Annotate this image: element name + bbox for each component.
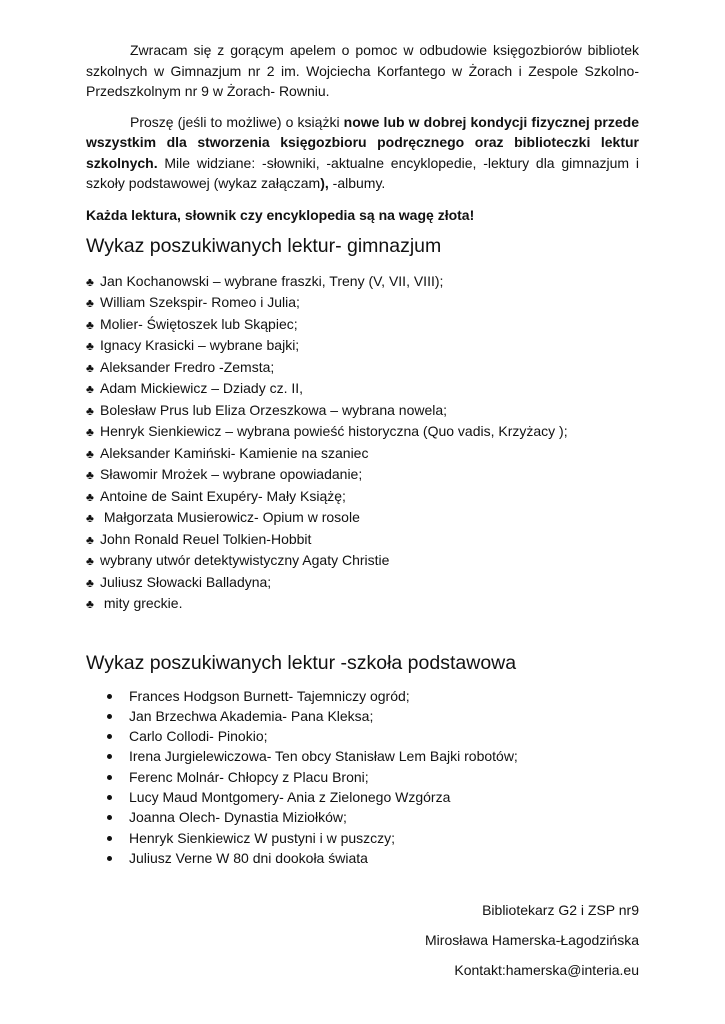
club-suit-icon: ♣ (86, 317, 94, 332)
request-text-end: -albumy. (328, 175, 386, 191)
list-item (86, 550, 639, 572)
bullet-icon (107, 856, 112, 861)
bullet-icon (107, 754, 112, 759)
list-item-text: Adam Mickiewicz – Dziady cz. II, (100, 380, 304, 396)
appeal-paragraph: Zwracam się z gorącym apelem o pomoc w odbudowie księgozbiorów bibliotek szkolnych w Gimnazjum nr 2 im. Wojciecha Korfantego w Żorach i Zespole Szkolno- Przedszkolnym nr 9 w Żorach- Rowniu. (86, 42, 639, 99)
list-item (86, 746, 639, 766)
club-suit-icon: ♣ (86, 360, 94, 375)
list-item (86, 767, 639, 787)
list-item (86, 357, 639, 379)
list-item (86, 848, 639, 868)
list-item-text: Carlo Collodi- Pinokio; (129, 728, 268, 745)
bullet-icon (107, 815, 112, 820)
bullet-icon (107, 694, 112, 699)
list-item-text: Lucy Maud Montgomery- Ania z Zielonego Wzgórza (129, 788, 451, 805)
list-item (86, 593, 639, 615)
list-item (86, 378, 639, 400)
request-paragraph (86, 112, 639, 194)
list-item (86, 314, 639, 336)
list-item-text: Aleksander Kamiński- Kamienie na szaniec (100, 444, 369, 461)
list-item (86, 271, 639, 293)
list-item (86, 421, 639, 443)
bullet-icon (107, 836, 112, 841)
list-item (86, 443, 639, 465)
list-item-text: William Szekspir- Romeo i Julia; (100, 294, 300, 310)
club-suit-icon: ♣ (86, 274, 94, 289)
list-item-text: mity greckie. (100, 595, 183, 611)
list-item (86, 464, 639, 486)
club-suit-icon: ♣ (86, 339, 94, 353)
request-text-bold: nowe lub w dobrej kondycji fizycznej przede wszystkim dla stworzenia księgozbioru podręcznego oraz biblioteczki lektur szkolnych. (86, 113, 639, 171)
document-body (86, 40, 639, 868)
request-text-start: Proszę (jeśli to możliwe) o książki (130, 113, 344, 130)
list-item (86, 706, 639, 726)
list-item-text: wybrany utwór detektywistyczny Agaty Christie (100, 552, 390, 568)
club-suit-icon: ♣ (86, 382, 94, 396)
list-item (86, 335, 639, 357)
list-item (86, 400, 639, 422)
club-suit-icon: ♣ (86, 296, 94, 310)
list-item-text: Irena Jurgielewiczowa- Ten obcy Stanisław Lem Bajki robotów; (129, 748, 518, 765)
list-item-text: Henryk Sienkiewicz – wybrana powieść historyczna (Quo vadis, Krzyżacy ); (100, 423, 568, 439)
list-item-text: Jan Kochanowski – wybrane fraszki, Treny (V, VII, VIII); (100, 272, 444, 289)
club-suit-icon: ♣ (86, 468, 94, 482)
list-item-text: Ignacy Krasicki – wybrane bajki; (100, 337, 300, 353)
list-item-text: Henryk Sienkiewicz W pustyni i w puszczy; (129, 829, 396, 846)
list-item-text: Joanna Olech- Dynastia Miziołków; (129, 809, 347, 826)
bullet-icon (107, 775, 112, 780)
club-suit-icon: ♣ (86, 597, 94, 611)
list-item-text: Molier- Świętoszek lub Skąpiec; (100, 315, 298, 332)
signature-contact: Kontakt:hamerska@interia.eu (454, 962, 639, 978)
list-item (86, 807, 639, 827)
list-item-text: Sławomir Mrożek – wybrane opowiadanie; (100, 466, 363, 482)
emphasis-line: Każda lektura, słownik czy encyklopedia są na wagę złota! (86, 206, 475, 223)
club-suit-icon: ♣ (86, 489, 94, 504)
list-item-text: Frances Hodgson Burnett- Tajemniczy ogród; (129, 687, 410, 704)
club-suit-icon: ♣ (86, 446, 94, 461)
list-item (86, 572, 639, 594)
bullet-icon (107, 714, 112, 719)
list-item (86, 726, 639, 746)
list-item-text: Małgorzata Musierowicz- Opium w rosole (100, 509, 360, 525)
club-suit-icon: ♣ (86, 575, 94, 590)
podstawowa-list (86, 686, 639, 869)
signature-name: Mirosława Hamerska-Łagodzińska (425, 932, 639, 948)
gimnazjum-heading: Wykaz poszukiwanych lektur- gimnazjum (86, 234, 442, 257)
list-item (86, 529, 639, 551)
list-item (86, 686, 639, 706)
list-item-text: Jan Brzechwa Akademia- Pana Kleksa; (129, 707, 374, 724)
list-item (86, 787, 639, 807)
list-item-text: Juliusz Verne W 80 dni dookoła świata (129, 849, 368, 866)
list-item-text: Juliusz Słowacki Balladyna; (100, 573, 272, 590)
list-item-text: Antoine de Saint Exupéry- Mały Książę; (100, 487, 346, 504)
list-item-text: Ferenc Molnár- Chłopcy z Placu Broni; (129, 768, 369, 785)
list-item (86, 507, 639, 529)
club-suit-icon: ♣ (86, 403, 94, 418)
signature-block (425, 898, 639, 988)
bullet-icon (107, 734, 112, 739)
list-item-text: Bolesław Prus lub Eliza Orzeszkowa – wybrana nowela; (100, 401, 448, 418)
list-item-text: John Ronald Reuel Tolkien-Hobbit (100, 530, 312, 547)
club-suit-icon: ♣ (86, 425, 94, 439)
list-item (86, 292, 639, 314)
list-item-text: Aleksander Fredro -Zemsta; (100, 358, 275, 375)
bullet-icon (107, 795, 112, 800)
gimnazjum-list (86, 271, 639, 615)
club-suit-icon: ♣ (86, 511, 94, 525)
signature-title: Bibliotekarz G2 i ZSP nr9 (482, 902, 639, 918)
request-text-middle: Mile widziane: -słowniki, -aktualne encyklopedie, -lektury dla gimnazjum i szkoły podstawowej (wykaz załączam (86, 154, 639, 191)
list-item (86, 486, 639, 508)
club-suit-icon: ♣ (86, 554, 94, 568)
request-text-bold-paren: ), (320, 175, 329, 191)
club-suit-icon: ♣ (86, 532, 94, 547)
list-item (86, 828, 639, 848)
podstawowa-heading: Wykaz poszukiwanych lektur -szkoła podstawowa (86, 651, 517, 674)
